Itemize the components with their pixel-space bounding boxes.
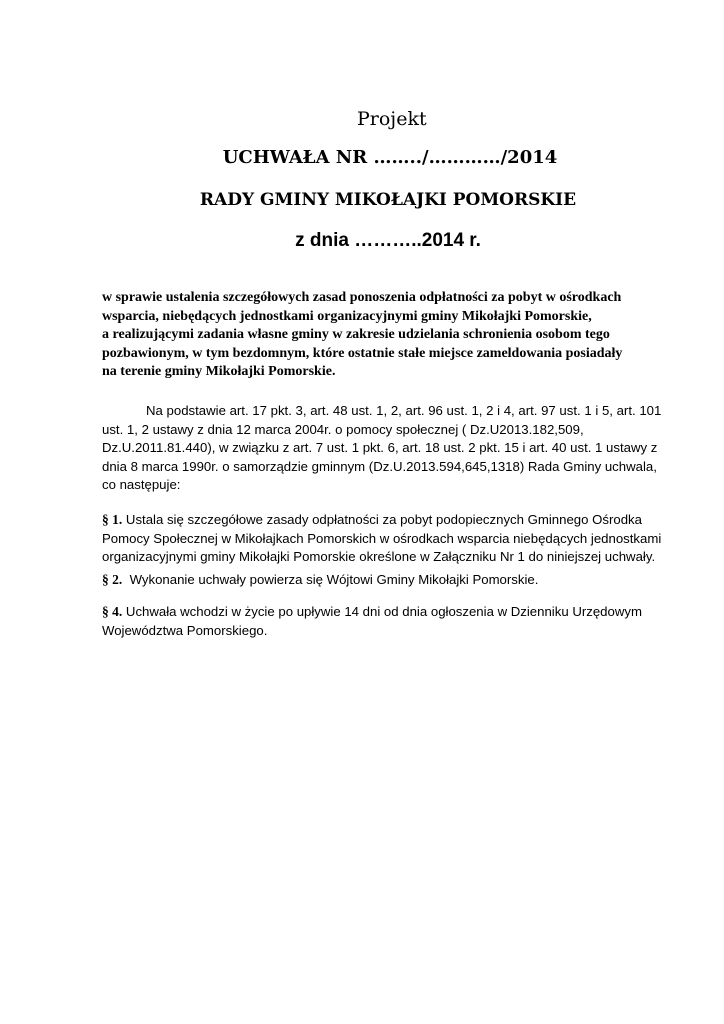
paragraph-line [102,511,682,530]
legal-basis [102,402,677,495]
legal-basis-line: dnia 8 marca 1990r. o samorządzie gminnym (Dz.U.2013.594,645,1318) Rada Gminy uchwala, [102,458,657,474]
subject-line: na terenie gminy Mikołajki Pomorskie. [102,364,336,379]
council-name-title: RADY GMINY MIKOŁAJKI POMORSKIE [199,190,577,210]
paragraph-symbol: § 2. [102,572,123,587]
subject-line: wsparcia, niebędących jednostkami organizacyjnymi gminy Mikołajki Pomorskie, [102,308,592,324]
paragraph-text: Wykonanie uchwały powierza się Wójtowi Gminy Mikołajki Pomorskie. [122,572,539,587]
paragraph-line [102,603,682,622]
paragraph-2 [102,571,682,590]
projekt-label: Projekt [357,108,427,130]
paragraph-line: Województwa Pomorskiego. [102,622,268,638]
resolution-date: z dnia ………..2014 r. [295,230,481,251]
paragraph-1 [102,511,682,567]
paragraph-line: Pomocy Społecznej w Mikołajkach Pomorskich w ośrodkach wsparcia niebędących jednostkami [102,530,662,546]
subject-line: a realizującymi zadania własne gminy w zakresie udzielania schronienia osobom tego [102,327,610,342]
resolution-number-title: UCHWAŁA NR ……../…………/2014 [222,147,558,168]
legal-basis-line [102,402,677,421]
legal-basis-line: Dz.U.2011.81.440), w związku z art. 7 ust. 1 pkt. 6, art. 18 ust. 2 pkt. 15 i art. 40 ust. 1 ustawy z [102,440,658,456]
paragraph-line: organizacyjnymi gminy Mikołajki Pomorskie określone w Załączniku Nr 1 do niniejszej uchwały. [102,549,656,565]
paragraph-symbol: § 4. [102,604,123,619]
paragraph-symbol: § 1. [102,512,123,527]
paragraph-line [102,571,682,590]
legal-basis-line: co następuje: [102,477,181,493]
paragraph-4 [102,603,682,640]
legal-basis-line: ust. 1, 2 ustawy z dnia 12 marca 2004r. o pomocy społecznej ( Dz.U2013.182,509, [102,421,584,437]
legal-basis-text: Na podstawie art. 17 pkt. 3, art. 48 ust. 1, 2, art. 96 ust. 1, 2 i 4, art. 97 ust. 1 i 5, art. 101 [146,403,662,418]
paragraph-text: Ustala się szczegółowe zasady odpłatności za pobyt podopiecznych Gminnego Ośrodka [122,512,642,527]
subject-line: w sprawie ustalenia szczegółowych zasad ponoszenia odpłatności za pobyt w ośrodkach [102,290,622,305]
resolution-subject [102,289,662,382]
subject-line: pozbawionym, w tym bezdomnym, które ostatnie stałe miejsce zameldowania posiadały [102,345,623,361]
paragraph-text: Uchwała wchodzi w życie po upływie 14 dni od dnia ogłoszenia w Dzienniku Urzędowym [122,604,642,619]
